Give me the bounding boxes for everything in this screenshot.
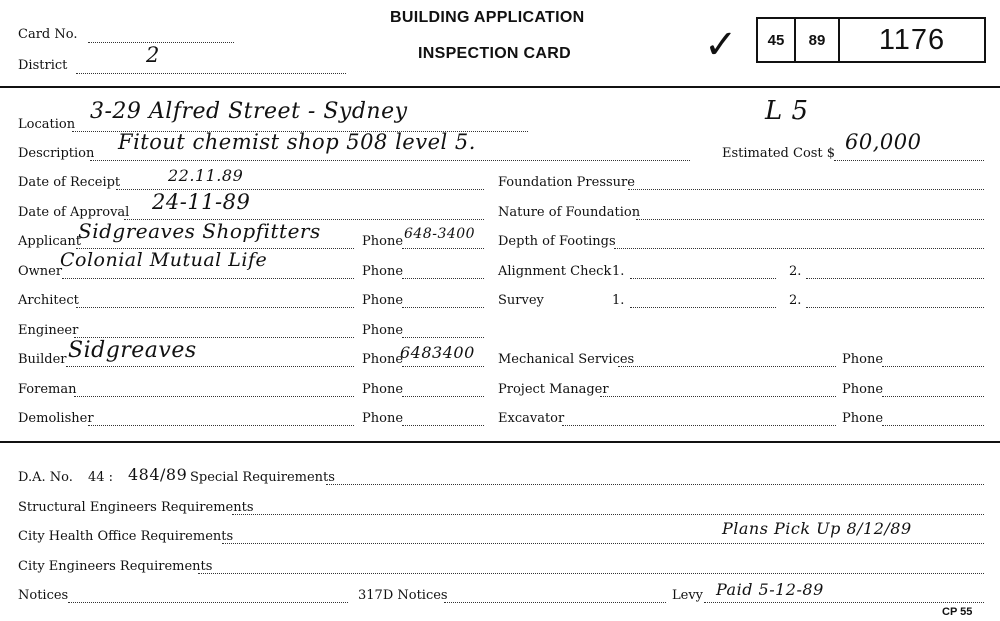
engineer-phone-line bbox=[402, 337, 484, 338]
engineer-label: Engineer bbox=[18, 323, 79, 338]
demolisher-label: Demolisher bbox=[18, 411, 94, 426]
project-manager-label: Project Manager bbox=[498, 382, 609, 397]
title-line2: INSPECTION CARD bbox=[418, 45, 571, 62]
special-req-label: Special Requirements bbox=[190, 470, 335, 485]
applicant-label: Applicant bbox=[18, 234, 81, 249]
demolisher-phone-line bbox=[402, 425, 484, 426]
levy-label: Levy bbox=[672, 588, 704, 603]
project-manager-phone-label: Phone bbox=[842, 382, 884, 397]
engineer-phone-label: Phone bbox=[362, 323, 404, 338]
location-note: L 5 bbox=[765, 96, 809, 126]
city-eng-req-line bbox=[198, 573, 984, 574]
district-value: 2 bbox=[146, 43, 160, 67]
project-manager-line bbox=[600, 396, 836, 397]
builder-phone-value: 6483400 bbox=[400, 343, 475, 362]
foreman-line bbox=[74, 396, 354, 397]
notices-317d-label: 317D Notices bbox=[358, 588, 448, 603]
excavator-phone-line bbox=[882, 425, 984, 426]
builder-label: Builder bbox=[18, 352, 67, 367]
owner-value: Colonial Mutual Life bbox=[60, 249, 268, 271]
title-line1: BUILDING APPLICATION bbox=[390, 9, 585, 26]
foreman-phone-line bbox=[402, 396, 484, 397]
owner-label: Owner bbox=[18, 264, 63, 279]
top-divider bbox=[0, 86, 1000, 88]
description-label: Description bbox=[18, 146, 95, 161]
owner-phone-label: Phone bbox=[362, 264, 404, 279]
builder-value: Sidgreaves bbox=[68, 338, 197, 363]
foreman-phone-label: Phone bbox=[362, 382, 404, 397]
survey-line1 bbox=[630, 307, 776, 308]
owner-line bbox=[62, 278, 354, 279]
da-label: D.A. No. bbox=[18, 470, 73, 485]
estimated-cost-line bbox=[834, 160, 984, 161]
builder-phone-line bbox=[402, 366, 484, 367]
structural-req-line bbox=[232, 514, 984, 515]
excavator-line bbox=[562, 425, 836, 426]
applicant-phone-line bbox=[402, 248, 484, 249]
card-no-label: Card No. bbox=[18, 27, 78, 42]
description-line bbox=[90, 160, 690, 161]
health-req-value: Plans Pick Up 8/12/89 bbox=[722, 519, 912, 538]
survey-label: Survey bbox=[498, 293, 544, 308]
excavator-label: Excavator bbox=[498, 411, 565, 426]
demolisher-phone-label: Phone bbox=[362, 411, 404, 426]
district-line bbox=[76, 73, 346, 74]
architect-label: Architect bbox=[18, 293, 79, 308]
alignment-line1 bbox=[630, 278, 776, 279]
tick-mark: ✓ bbox=[704, 22, 739, 68]
da-prefix: 44 : bbox=[88, 470, 114, 485]
mechanical-phone-line bbox=[882, 366, 984, 367]
location-label: Location bbox=[18, 117, 76, 132]
middle-divider bbox=[0, 441, 1000, 443]
demolisher-line bbox=[88, 425, 354, 426]
approval-label: Date of Approval bbox=[18, 205, 130, 220]
survey-num2: 2. bbox=[789, 293, 802, 308]
project-manager-phone-line bbox=[882, 396, 984, 397]
alignment-num1: 1. bbox=[612, 264, 625, 279]
box-card-number: 1176 bbox=[838, 17, 986, 63]
box-a: 45 bbox=[756, 17, 796, 63]
health-req-line bbox=[222, 543, 984, 544]
estimated-cost-label: Estimated Cost $ bbox=[722, 146, 836, 161]
receipt-value: 22.11.89 bbox=[168, 166, 244, 185]
city-eng-req-label: City Engineers Requirements bbox=[18, 559, 213, 574]
foundation-pressure-label: Foundation Pressure bbox=[498, 175, 635, 190]
applicant-phone-label: Phone bbox=[362, 234, 404, 249]
box-b: 89 bbox=[794, 17, 840, 63]
notices-label: Notices bbox=[18, 588, 69, 603]
levy-line bbox=[704, 602, 984, 603]
depth-footings-label: Depth of Footings bbox=[498, 234, 616, 249]
nature-foundation-line bbox=[636, 219, 984, 220]
alignment-line2 bbox=[806, 278, 984, 279]
depth-footings-line bbox=[614, 248, 984, 249]
owner-phone-line bbox=[402, 278, 484, 279]
approval-value: 24-11-89 bbox=[152, 190, 251, 214]
special-req-line bbox=[326, 484, 984, 485]
da-value: 484/89 bbox=[128, 465, 188, 484]
structural-req-label: Structural Engineers Requirements bbox=[18, 500, 254, 515]
architect-phone-line bbox=[402, 307, 484, 308]
builder-phone-label: Phone bbox=[362, 352, 404, 367]
mechanical-phone-label: Phone bbox=[842, 352, 884, 367]
foundation-pressure-line bbox=[628, 189, 984, 190]
estimated-cost-value: 60,000 bbox=[845, 130, 922, 154]
district-label: District bbox=[18, 58, 68, 73]
architect-phone-label: Phone bbox=[362, 293, 404, 308]
levy-value: Paid 5-12-89 bbox=[716, 580, 824, 599]
mechanical-line bbox=[618, 366, 836, 367]
location-value: 3-29 Alfred Street - Sydney bbox=[90, 99, 408, 124]
form-code: CP 55 bbox=[942, 606, 973, 618]
architect-line bbox=[76, 307, 354, 308]
mechanical-label: Mechanical Services bbox=[498, 352, 635, 367]
builder-line bbox=[66, 366, 354, 367]
alignment-label: Alignment Check bbox=[498, 264, 612, 279]
applicant-phone-value: 648-3400 bbox=[404, 226, 476, 242]
description-value: Fitout chemist shop 508 level 5. bbox=[118, 130, 476, 154]
receipt-label: Date of Receipt bbox=[18, 175, 121, 190]
health-req-label: City Health Office Requirements bbox=[18, 529, 234, 544]
foreman-label: Foreman bbox=[18, 382, 77, 397]
notices-line bbox=[68, 602, 348, 603]
survey-line2 bbox=[806, 307, 984, 308]
applicant-value: Sidgreaves Shopfitters bbox=[78, 219, 321, 243]
excavator-phone-label: Phone bbox=[842, 411, 884, 426]
card-no-line bbox=[88, 42, 234, 43]
notices-317d-line bbox=[444, 602, 666, 603]
nature-foundation-label: Nature of Foundation bbox=[498, 205, 641, 220]
survey-num1: 1. bbox=[612, 293, 625, 308]
alignment-num2: 2. bbox=[789, 264, 802, 279]
